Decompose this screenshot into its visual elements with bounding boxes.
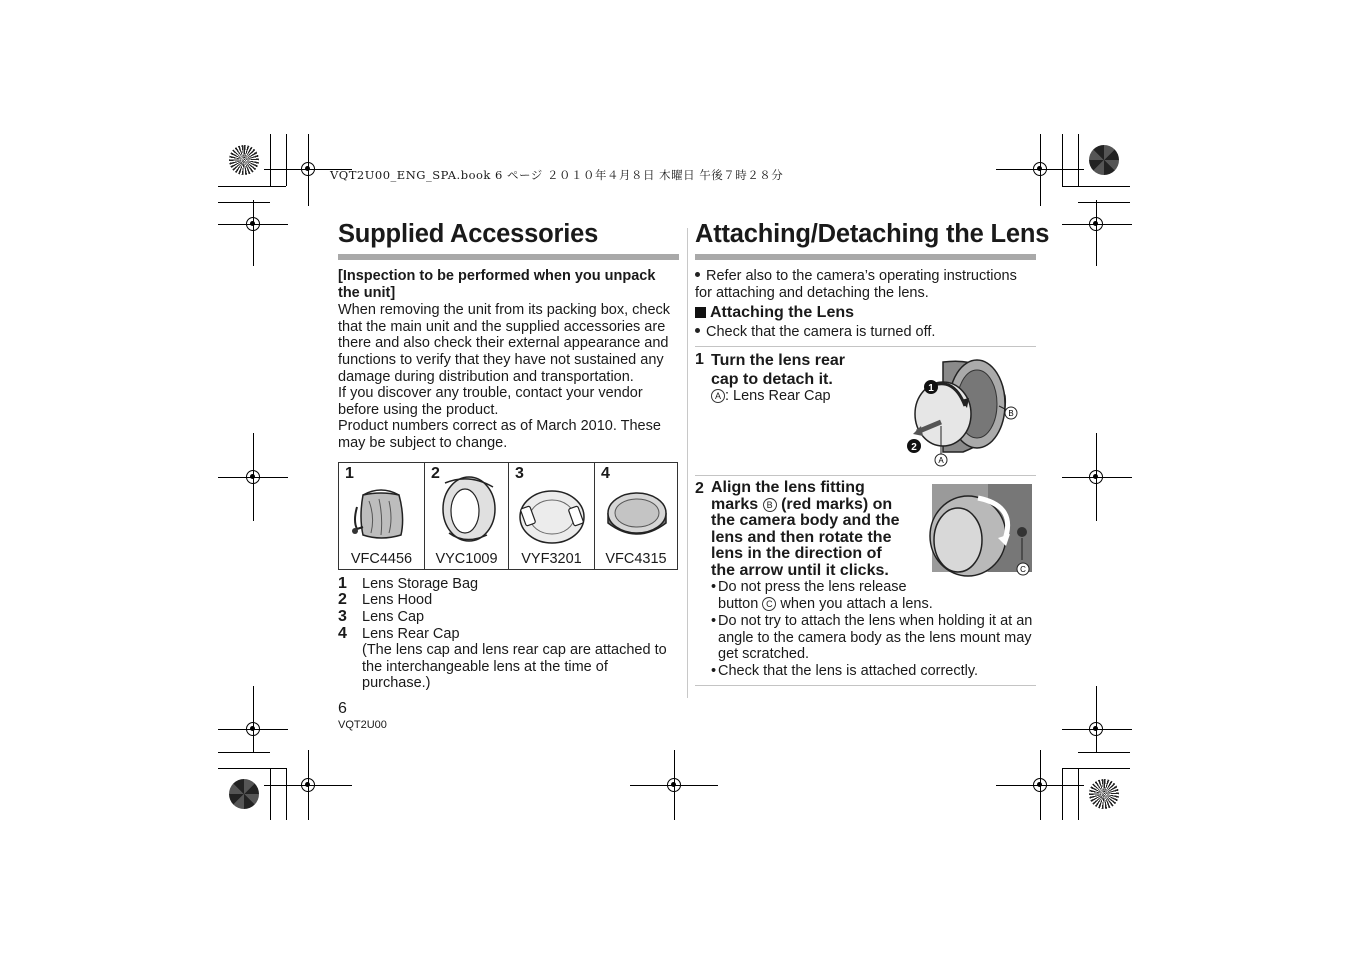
lens-hood-icon xyxy=(435,473,501,545)
supplied-accessories-title: Supplied Accessories xyxy=(338,220,599,248)
note-text: Do not press the lens release xyxy=(718,579,907,595)
intro-bullet xyxy=(695,268,1036,301)
bullet-icon xyxy=(695,272,700,277)
accessory-code: VYF3201 xyxy=(521,551,582,567)
step-2-line: the camera body and the xyxy=(711,512,900,530)
document-code: VQT2U00 xyxy=(338,719,387,731)
callout-c-label: C xyxy=(1020,565,1026,574)
intro-paragraph: When removing the unit from its packing box, check that the main unit and the supplied accessories are there and also check their external appearance and functions to verify that they have not sustained any damage during distribution and transportation. xyxy=(338,302,671,385)
step-1-number: 1 xyxy=(695,351,704,368)
accessory-cell xyxy=(425,463,509,569)
note-line: button C when you attach a lens. xyxy=(718,595,933,612)
note-text: Do not try to attach the lens when holding it at an angle to the camera body as the lens mount may get scratched. xyxy=(718,613,1033,663)
step-divider xyxy=(695,475,1036,476)
step-2-line: marks B (red marks) on xyxy=(711,495,893,513)
step-2-line: lens and then rotate the xyxy=(711,528,892,546)
rear-cap-removal-figure xyxy=(903,356,1023,468)
callout-c-icon: C xyxy=(762,597,776,611)
product-numbers-paragraph: Product numbers correct as of March 2010. These may be subject to change. xyxy=(338,418,661,451)
list-number: 4 xyxy=(338,625,347,642)
callout-b-icon: B xyxy=(763,498,777,512)
list-text: Lens Hood xyxy=(362,592,433,608)
accessory-number: 2 xyxy=(431,465,440,482)
registration-starburst-icon xyxy=(1089,779,1119,809)
section-heading xyxy=(695,304,854,322)
section-heading-text: Attaching the Lens xyxy=(710,304,855,321)
step-2-line: Align the lens fitting xyxy=(711,479,865,496)
callout-a-label: A xyxy=(938,456,944,465)
accessory-number: 3 xyxy=(515,465,524,482)
page-number: 6 xyxy=(338,700,347,717)
section-bullet-text: Check that the camera is turned off. xyxy=(706,324,936,340)
note-line: • Do not press the lens release xyxy=(711,579,907,595)
lens-cap-icon xyxy=(517,487,587,547)
accessories-table xyxy=(338,462,678,570)
section-bullet xyxy=(695,324,935,341)
accessory-cell xyxy=(509,463,595,569)
attaching-lens-title: Attaching/Detaching the Lens xyxy=(695,220,1050,248)
list-text: Lens Storage Bag xyxy=(362,576,479,592)
accessory-number: 4 xyxy=(601,465,610,482)
step-marker-one: 1 xyxy=(928,383,934,394)
list-number: 2 xyxy=(338,591,347,608)
step-1-callout xyxy=(711,388,831,405)
registration-starburst-icon xyxy=(229,145,259,175)
step-2-number: 2 xyxy=(695,480,704,497)
callout-b-label: B xyxy=(1008,409,1014,418)
step-2-note: • Do not try to attach the lens when holding it at an angle to the camera body as the lens mount may get scratched. xyxy=(711,613,1033,663)
callout-a-icon: A xyxy=(711,389,725,403)
bullet-icon xyxy=(695,328,700,333)
title-rule xyxy=(695,254,1036,260)
list-number: 3 xyxy=(338,608,347,625)
accessory-cell xyxy=(339,463,425,569)
list-text: Lens Rear Cap xyxy=(362,626,460,642)
registration-starburst-icon xyxy=(1089,145,1119,175)
step-marker-two: 2 xyxy=(911,442,917,453)
list-text: Lens Cap xyxy=(362,609,425,625)
intro-bullet-text: Refer also to the camera’s operating instructions for attaching and detaching the lens. xyxy=(695,268,1017,301)
file-header-line: VQT2U00_ENG_SPA.book 6 ページ ２０１０年４月８日 木曜日 午後７時２８分 xyxy=(330,168,784,182)
registration-starburst-icon xyxy=(229,779,259,809)
square-bullet-icon xyxy=(695,307,706,318)
vendor-paragraph: If you discover any trouble, contact your vendor before using the product. xyxy=(338,385,643,418)
accessory-code: VFC4315 xyxy=(605,551,667,567)
accessory-cell xyxy=(595,463,677,569)
title-rule xyxy=(338,254,679,260)
lens-mount-figure xyxy=(928,484,1034,580)
lens-rear-cap-icon xyxy=(604,489,670,545)
lens-storage-bag-icon xyxy=(349,477,413,541)
step-1-title: Turn the lens rear cap to detach it. xyxy=(711,352,845,388)
column-divider xyxy=(687,228,688,698)
accessory-note: (The lens cap and lens rear cap are attached to the interchangeable lens at the time of purchase.) xyxy=(362,642,667,692)
accessory-code: VYC1009 xyxy=(435,551,498,567)
note-text: Check that the lens is attached correctly. xyxy=(718,663,979,679)
step-2-note: • Check that the lens is attached correctly. xyxy=(711,663,979,679)
callout-text: : Lens Rear Cap xyxy=(725,388,831,404)
step-2-note xyxy=(711,579,1036,612)
list-number: 1 xyxy=(338,575,347,592)
step-2-line: the arrow until it clicks. xyxy=(711,561,889,579)
step-divider xyxy=(695,685,1036,686)
accessory-number: 1 xyxy=(345,465,354,482)
inspection-heading: [Inspection to be performed when you unpack the unit] xyxy=(338,268,656,301)
accessory-code: VFC4456 xyxy=(350,551,413,567)
step-2-title xyxy=(711,480,900,580)
step-divider xyxy=(695,346,1036,347)
step-2-line: lens in the direction of xyxy=(711,545,882,563)
